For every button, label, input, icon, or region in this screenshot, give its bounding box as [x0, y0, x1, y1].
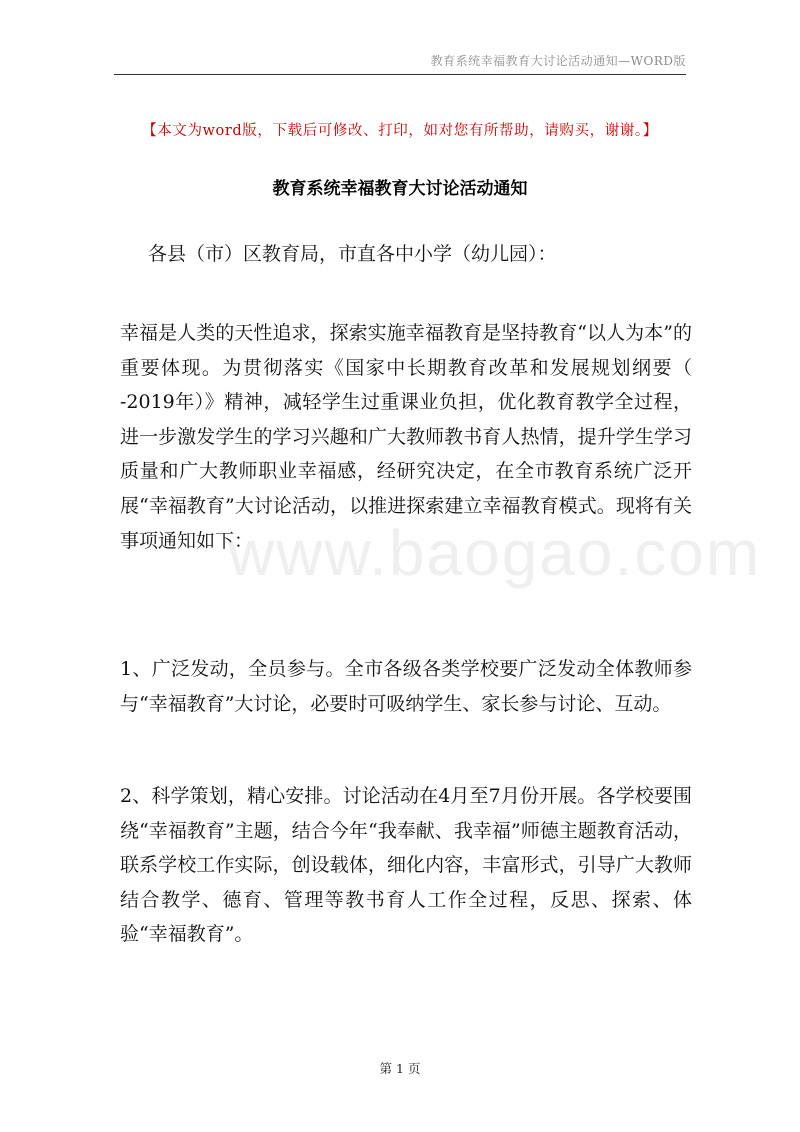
document-title: 教育系统幸福教育大讨论活动通知	[272, 179, 528, 199]
watermark: www.baogao.com	[228, 517, 762, 589]
running-header: 教育系统幸福教育大讨论活动通知—WORD版	[430, 54, 686, 68]
body-paragraph-item-1: 1、广泛发动，全员参与。全市各级各类学校要广泛发动全体教师参与“幸福教育”大讨论，必要时可吸纳学生、家长参与讨论、互动。	[120, 658, 692, 715]
header-rule	[114, 74, 686, 75]
body-paragraph-intro: 幸福是人类的天性追求，探索实施幸福教育是坚持教育“以人为本”的重要体现。为贯彻落实《国家中长期教育改革和发展规划纲要（ -2019年）》精神，减轻学生过重课业负担，优化教育教学全过程，进一步激发学生的学习兴趣和广大教师教书育人热情，提升学生学习质量和广大教师职业幸福感，经研究决定，在全市教育系统广泛开展“幸福教育”大讨论活动，以推进探索建立幸福教育模式。现将有关事项通知如下：	[120, 322, 692, 552]
salutation: 各县（市）区教育局，市直各中小学（幼儿园）：	[148, 243, 557, 265]
page-number: 第 1 页	[379, 1061, 421, 1076]
purchase-notice: 【本文为word版，下载后可修改、打印，如对您有所帮助，请购买，谢谢。】	[142, 123, 658, 139]
body-paragraph-item-2: 2、科学策划，精心安排。讨论活动在4月至7月份开展。各学校要围绕“幸福教育”主题，结合今年“我奉献、我幸福”师德主题教育活动，联系学校工作实际，创设载体，细化内容，丰富形式，引导广大教师结合教学、德育、管理等教书育人工作全过程，反思、探索、体验“幸福教育”。	[120, 785, 692, 946]
